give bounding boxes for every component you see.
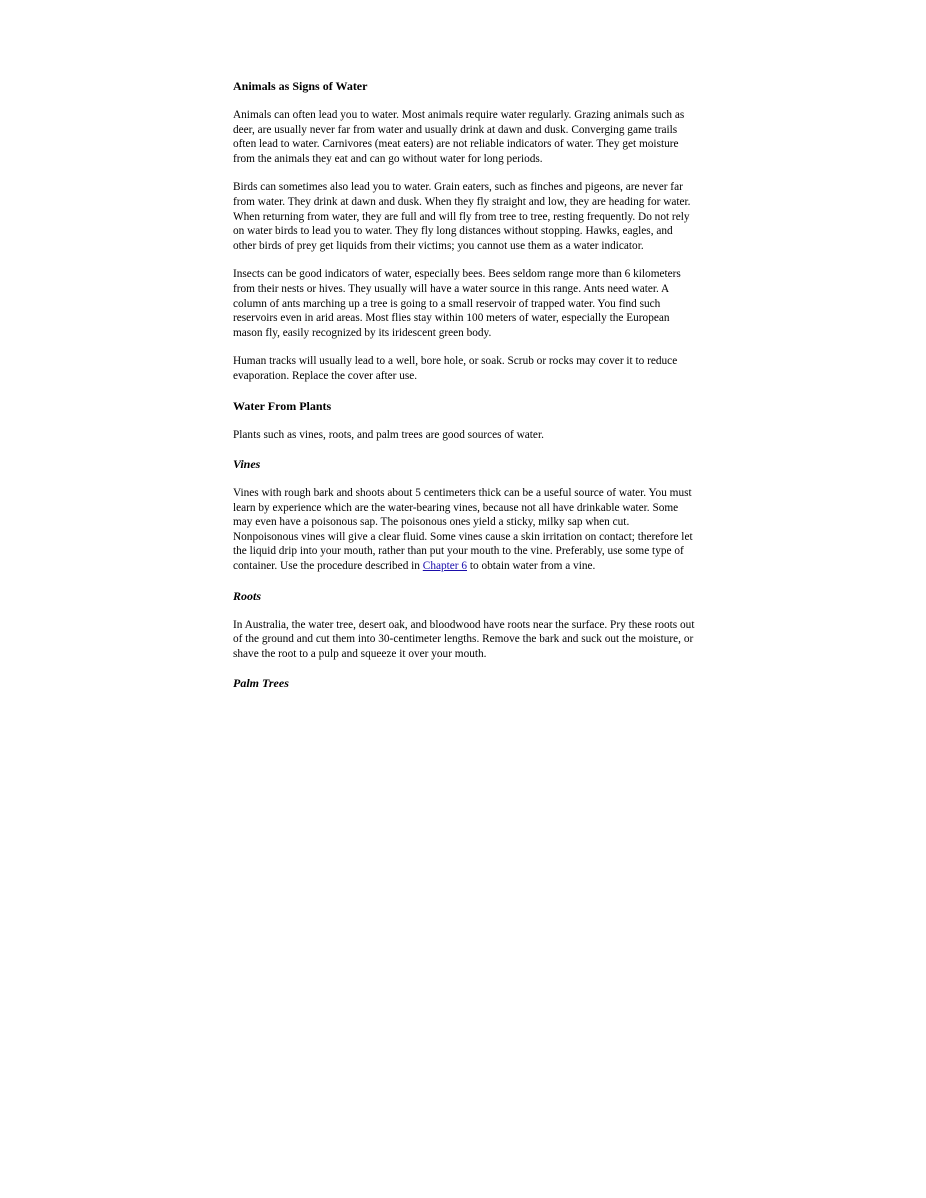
- document-page: [233, 78, 695, 705]
- subheading-palm-trees: Palm Trees: [233, 676, 289, 691]
- paragraph-roots: In Australia, the water tree, desert oak, and bloodwood have roots near the surface. Pry these roots out of the ground and cut them into 30-centimeter lengths. Remove the bark and suck out the moisture, or shave the root to a pulp and squeeze it over your mouth.: [233, 618, 695, 660]
- paragraph-birds: Birds can sometimes also lead you to water. Grain eaters, such as finches and pigeons, are never far from water. They drink at dawn and dusk. When they fly straight and low, they are heading for water. When returning from water, they are full and will fly from tree to tree, resting frequently. Do not rely on water birds to lead you to water. They fly long distances without stopping. Hawks, eagles, and other birds of prey get liquids from their victims; you cannot use them as a water indicator.: [233, 181, 691, 252]
- subheading-vines: Vines: [233, 457, 261, 472]
- section-heading-plants: Water From Plants: [233, 398, 332, 413]
- paragraph-animals-general: Animals can often lead you to water. Most animals require water regularly. Grazing animals such as deer, are usually never far from water and usually drink at dawn and dusk. Converging game trails often lead to water. Carnivores (meat eaters) are not reliable indicators of water. They get moisture from the animals they eat and can go without water for long periods.: [233, 109, 685, 165]
- vines-text-after-link: to obtain water from a vine.: [467, 560, 596, 573]
- section-heading-animals: Animals as Signs of Water: [233, 79, 368, 93]
- subheading-roots: Roots: [233, 588, 262, 603]
- vines-text-before-link: Vines with rough bark and shoots about 5 centimeters thick can be a useful source of water. You must learn by experience which are the water-bearing vines, because not all have drinkable water. Some may even have a poisonous sap. The poisonous ones yield a sticky, milky sap when cut. Nonpoisonous vines will give a clear fluid. Some vines cause a skin irritation on contact; therefore let the liquid drip into your mouth, rather than put your mouth to the vine. Preferably, use some type of container. Use the procedure described in: [233, 487, 693, 573]
- paragraph-insects: Insects can be good indicators of water, especially bees. Bees seldom range more than 6 kilometers from their nests or hives. They usually will have a water source in this range. Ants need water. A column of ants marching up a tree is going to a small reservoir of trapped water. You find such reservoirs even in arid areas. Most flies stay within 100 meters of water, especially the European mason fly, easily recognized by its iridescent green body.: [233, 268, 681, 339]
- paragraph-human-tracks: Human tracks will usually lead to a well, bore hole, or soak. Scrub or rocks may cover it to reduce evaporation. Replace the cover after use.: [233, 355, 678, 382]
- paragraph-plants-intro: Plants such as vines, roots, and palm trees are good sources of water.: [233, 428, 544, 441]
- chapter-6-link[interactable]: Chapter 6: [422, 560, 468, 573]
- paragraph-vines: [233, 486, 695, 574]
